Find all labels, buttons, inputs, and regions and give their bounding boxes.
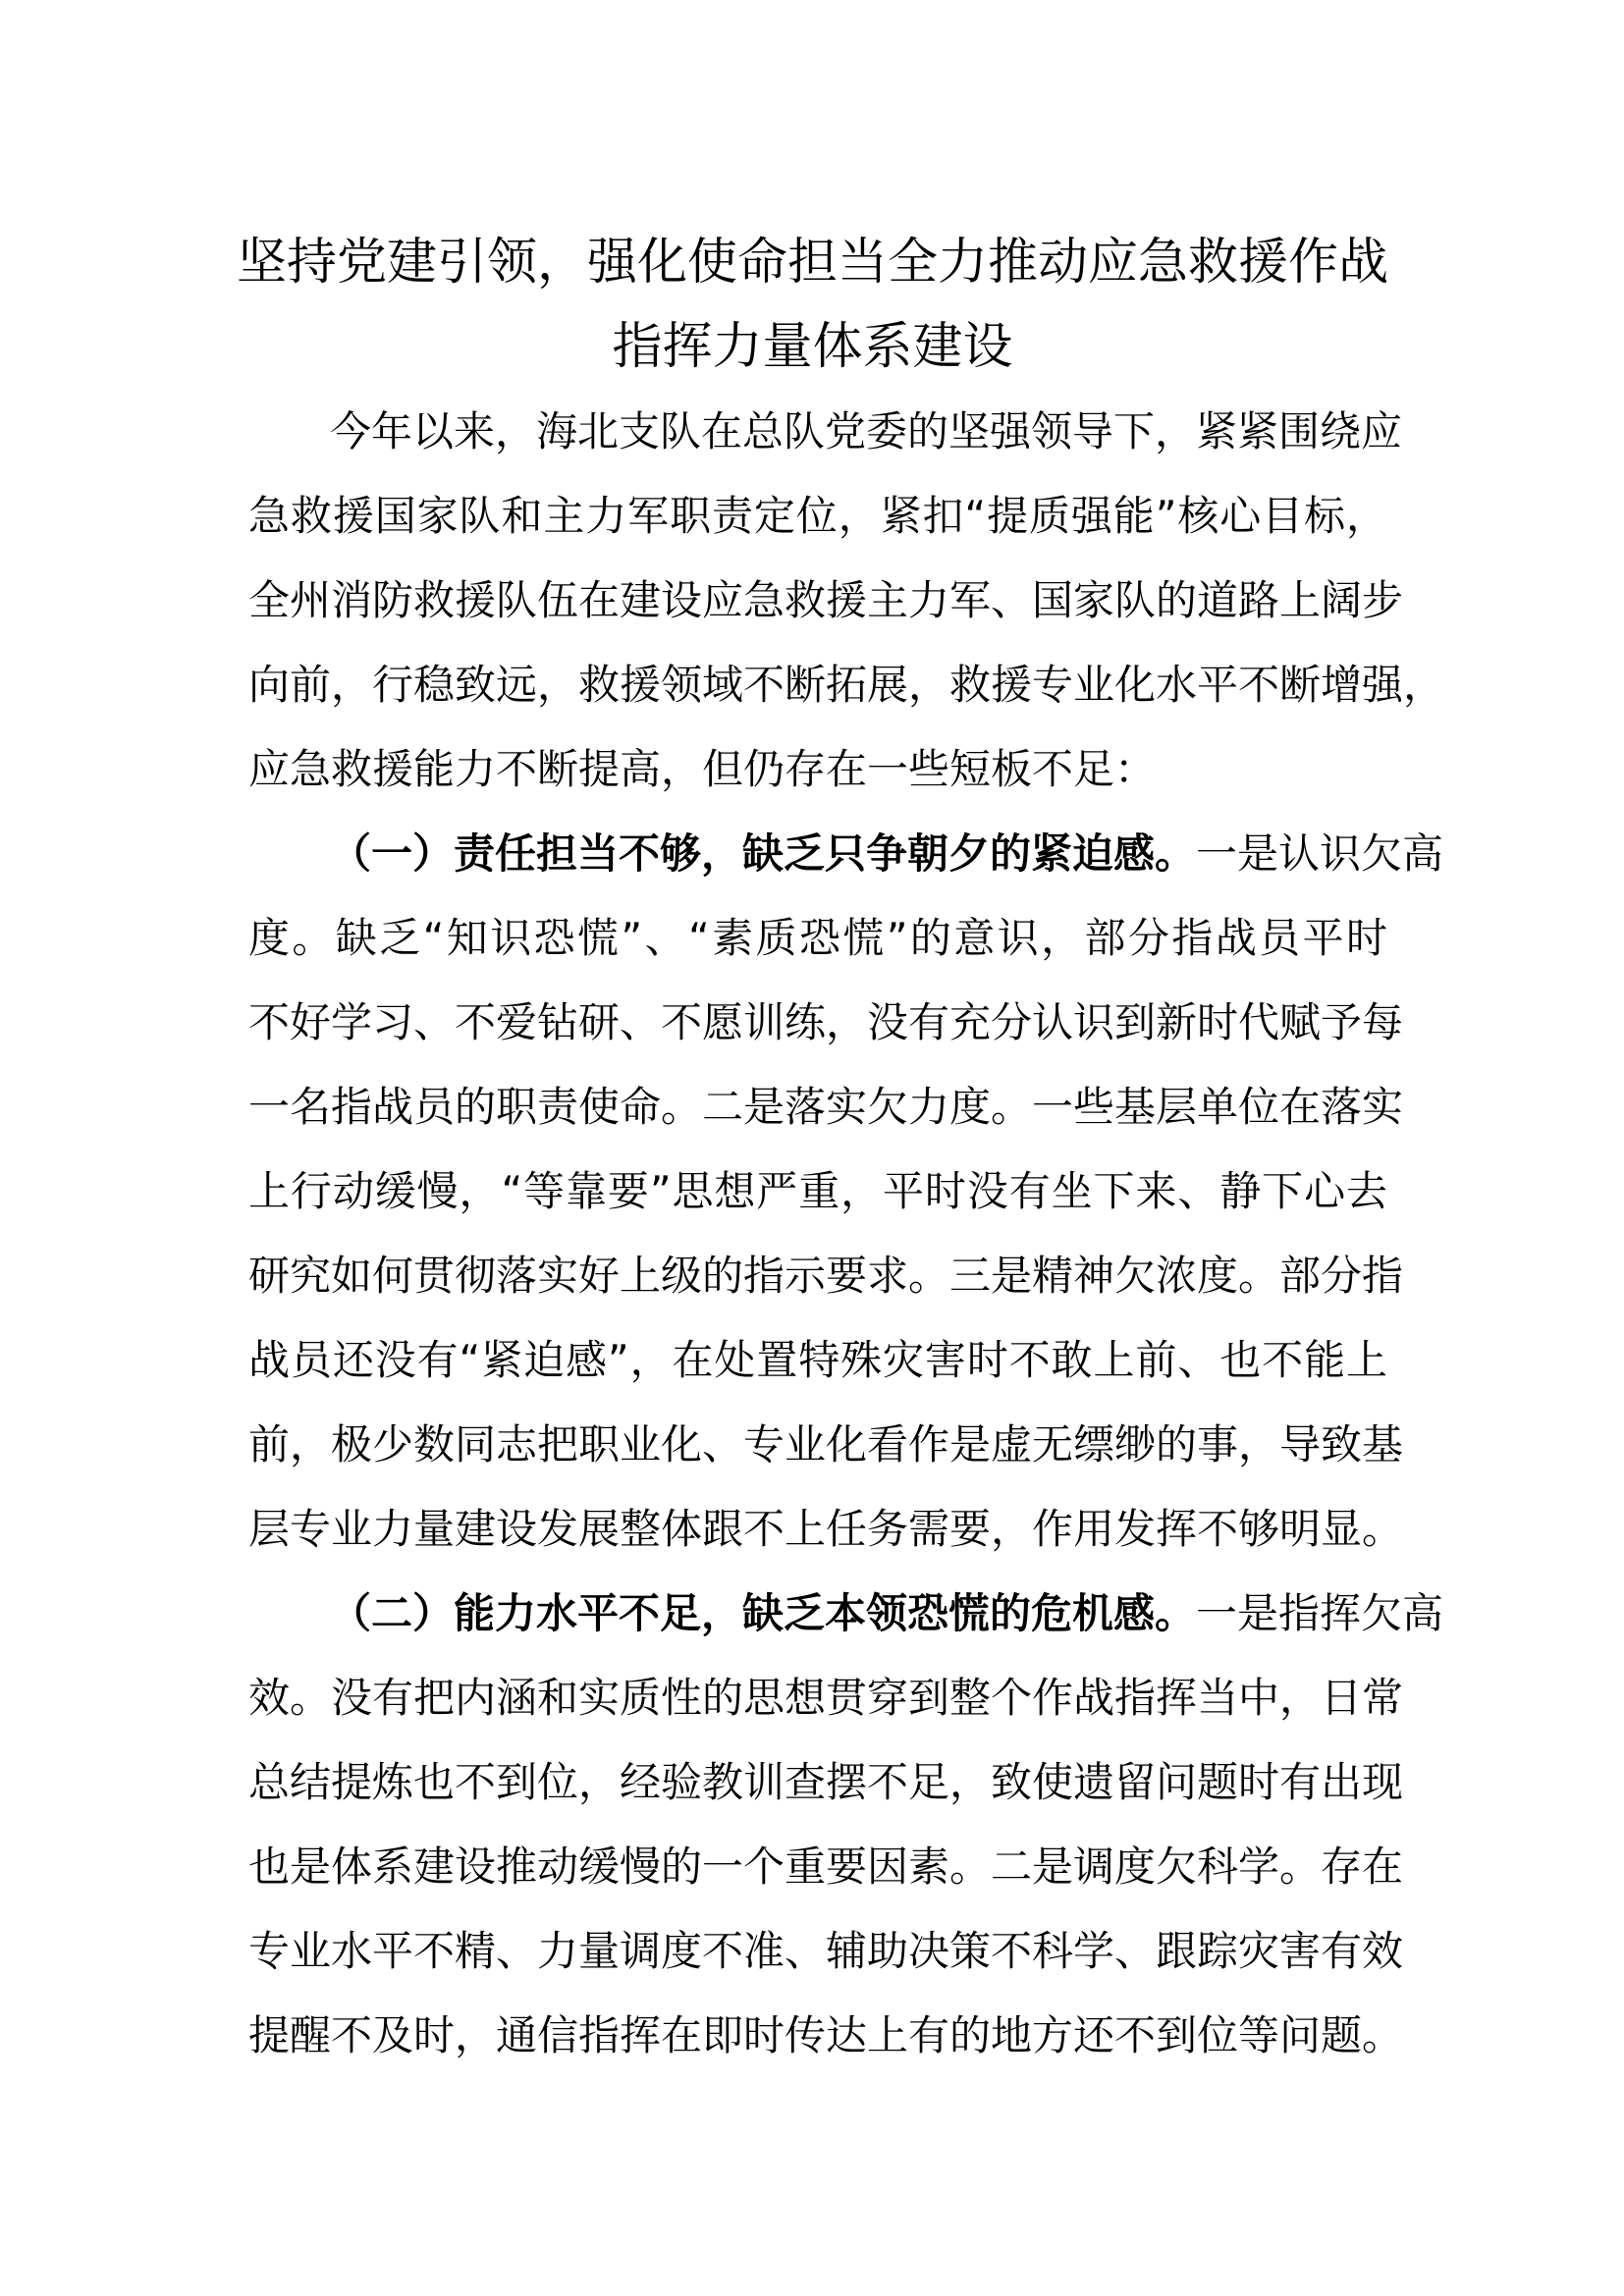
section-1-line: 前，极少数同志把职业化、专业化看作是虚无缥缈的事，导致基 [248, 1420, 1404, 1468]
section-1-line: 层专业力量建设发展整体跟不上任务需要，作用发挥不够明显。 [248, 1505, 1404, 1553]
section-2-line: 效。没有把内涵和实质性的思想贯穿到整个作战指挥当中，日常 [248, 1674, 1404, 1722]
section-2-line: 提醒不及时，通信指挥在即时传达上有的地方还不到位等问题。 [248, 2011, 1404, 2059]
section-1-line: 一名指战员的职责使命。二是落实欠力度。一些基层单位在落实 [248, 1083, 1404, 1131]
section-1-line: 度。缺乏“知识恐慌”、“素质恐慌”的意识，部分指战员平时 [248, 914, 1387, 962]
intro-line: 全州消防救援队伍在建设应急救援主力军、国家队的道路上阔步 [248, 576, 1404, 624]
section-2-line: 专业水平不精、力量调度不准、辅助决策不科学、跟踪灾害有效 [248, 1927, 1404, 1975]
section-1-line: 不好学习、不爱钻研、不愿训练，没有充分认识到新时代赋予每 [248, 998, 1404, 1046]
intro-line: 今年以来，海北支队在总队党委的坚强领导下，紧紧围绕应 [330, 407, 1403, 455]
section-2-line: 也是体系建设推动缓慢的一个重要因素。二是调度欠科学。存在 [248, 1842, 1404, 1891]
section-1-line: 战员还没有“紧迫感”，在处置特殊灾害时不敢上前、也不能上 [248, 1336, 1387, 1384]
section-1-heading: （一）责任担当不够，缺乏只争朝夕的紧迫感。 [330, 829, 1197, 878]
section-1-line: 上行动缓慢，“等靠要”思想严重，平时没有坐下来、静下心去 [248, 1167, 1387, 1215]
intro-line: 向前，行稳致远，救援领域不断拓展，救援专业化水平不断增强， [248, 661, 1445, 709]
section-1-first-line [330, 812, 1444, 896]
section-2-heading: （二）能力水平不足，缺乏本领恐慌的危机感。 [330, 1589, 1197, 1637]
section-2-line: 总结提炼也不到位，经验教训查摆不足，致使遗留问题时有出现 [248, 1758, 1404, 1806]
section-1-first-line-text: 一是认识欠高 [1196, 829, 1444, 878]
document-title-line-1: 坚持党建引领，强化使命担当全力推动应急救援作战 [236, 234, 1388, 292]
document-title-line-2: 指挥力量体系建设 [612, 318, 1013, 376]
intro-line: 应急救援能力不断提高，但仍存在一些短板不足： [248, 745, 1157, 793]
section-2-first-line-text: 一是指挥欠高 [1196, 1589, 1444, 1637]
intro-line: 急救援国家队和主力军职责定位，紧扣“提质强能”核心目标， [248, 492, 1387, 540]
section-1-line: 研究如何贯彻落实好上级的指示要求。三是精神欠浓度。部分指 [248, 1252, 1404, 1300]
section-2-first-line [330, 1572, 1444, 1656]
